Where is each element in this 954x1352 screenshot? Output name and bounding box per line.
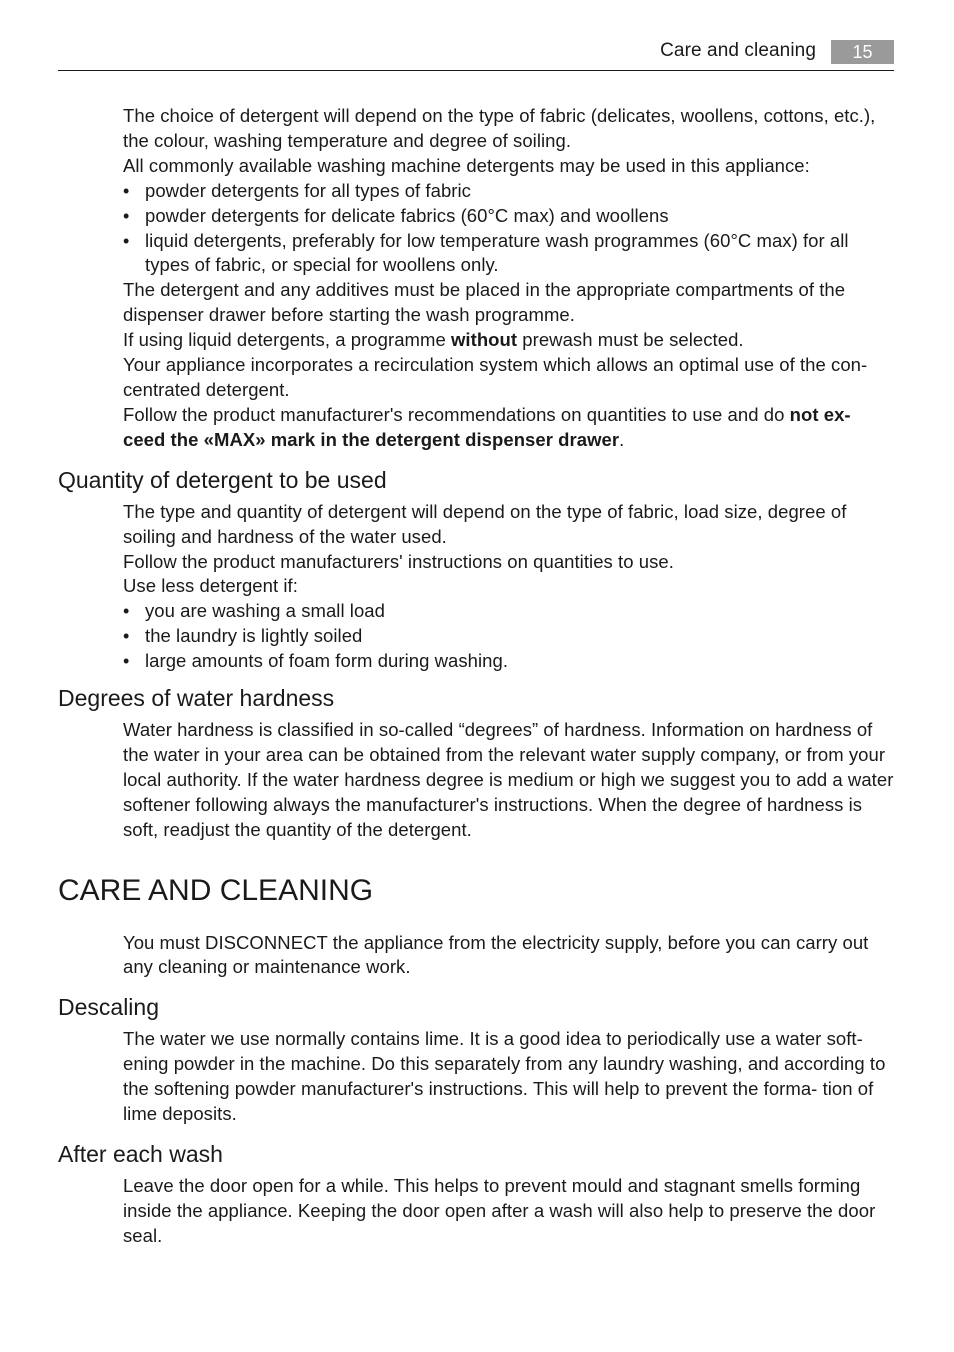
intro-section (123, 104, 894, 453)
less-detergent-list (123, 599, 894, 674)
descaling-paragraph: The water we use normally contains lime. It is a good idea to periodically use a water soft- ening powder in the machine. Do this separately from any laundry washing, and according to the softening powder manufacturer's instructions. This will help to prevent the forma- tion of lime deposits. (123, 1028, 886, 1125)
quantity-paragraph: Use less detergent if: (123, 575, 298, 597)
hardness-section (123, 718, 894, 843)
quantity-paragraph: Follow the product manufacturers' instructions on quantities to use. (123, 550, 674, 572)
emphasis-text: not ex- ceed the «MAX» mark in the detergent dispenser drawer (123, 403, 851, 450)
list-item: • large amounts of foam form during washing. (123, 649, 894, 674)
page-number: 15 (831, 40, 894, 64)
list-item: • you are washing a small load (123, 599, 894, 624)
list-item: • the laundry is lightly soiled (123, 624, 894, 649)
section-heading-after-wash: After each wash (58, 1141, 223, 1167)
list-item: • liquid detergents, preferably for low temperature wash programmes (60°C max) for all types of fabric, or special for woollens only. (123, 229, 894, 279)
section-heading-hardness: Degrees of water hardness (58, 685, 335, 712)
intro-paragraph: If using liquid detergents, a programme without prewash must be selected. (123, 329, 744, 351)
care-paragraph: You must DISCONNECT the appliance from the electricity supply, before you can carry out any cleaning or maintenance work. (123, 931, 869, 978)
list-item: • powder detergents for delicate fabrics (60°C max) and woollens (123, 204, 894, 229)
after-wash-paragraph: Leave the door open for a while. This helps to prevent mould and stagnant smells forming inside the appliance. Keeping the door open after a wash will also help to preserve the door seal. (123, 1175, 876, 1246)
emphasis-text: without (450, 329, 518, 351)
hardness-paragraph: Water hardness is classified in so-called “degrees” of hardness. Information on hardness of the water in your area can be obtained from the relevant water supply company, or from your local authority. If the water hardness degree is medium or high we suggest you to add a water softener following always the manufacturer's instructions. When the degree of hardness is soft, readjust the quantity of the detergent. (123, 719, 894, 840)
detergent-type-list (123, 179, 894, 279)
care-section (123, 931, 894, 981)
page-content (58, 104, 894, 1249)
after-wash-section (123, 1174, 894, 1249)
intro-paragraph: All commonly available washing machine detergents may be used in this appliance: (123, 154, 810, 176)
intro-paragraph: Follow the product manufacturer's recommendations on quantities to use and do not ex- ceed the «MAX» mark in the detergent dispenser drawer. (123, 403, 851, 450)
list-item: • powder detergents for all types of fabric (123, 179, 894, 204)
page-header (58, 38, 894, 71)
chapter-heading-care: CARE AND CLEANING (58, 873, 374, 907)
intro-paragraph: Your appliance incorporates a recirculation system which allows an optimal use of the con- centrated detergent. (123, 354, 868, 400)
intro-paragraph: The choice of detergent will depend on the type of fabric (delicates, woollens, cottons, etc.), the colour, washing temperature and degree of soiling. (123, 105, 876, 151)
section-heading-descaling: Descaling (58, 994, 159, 1021)
quantity-paragraph: The type and quantity of detergent will depend on the type of fabric, load size, degree of soiling and hardness of the water used. (123, 500, 847, 547)
descaling-section (123, 1027, 894, 1127)
intro-paragraph: The detergent and any additives must be placed in the appropriate compartments of the dispenser drawer before starting the wash programme. (123, 279, 846, 326)
quantity-section (123, 500, 894, 674)
header-section-title: Care and cleaning (660, 40, 816, 61)
section-heading-quantity: Quantity of detergent to be used (58, 466, 387, 493)
